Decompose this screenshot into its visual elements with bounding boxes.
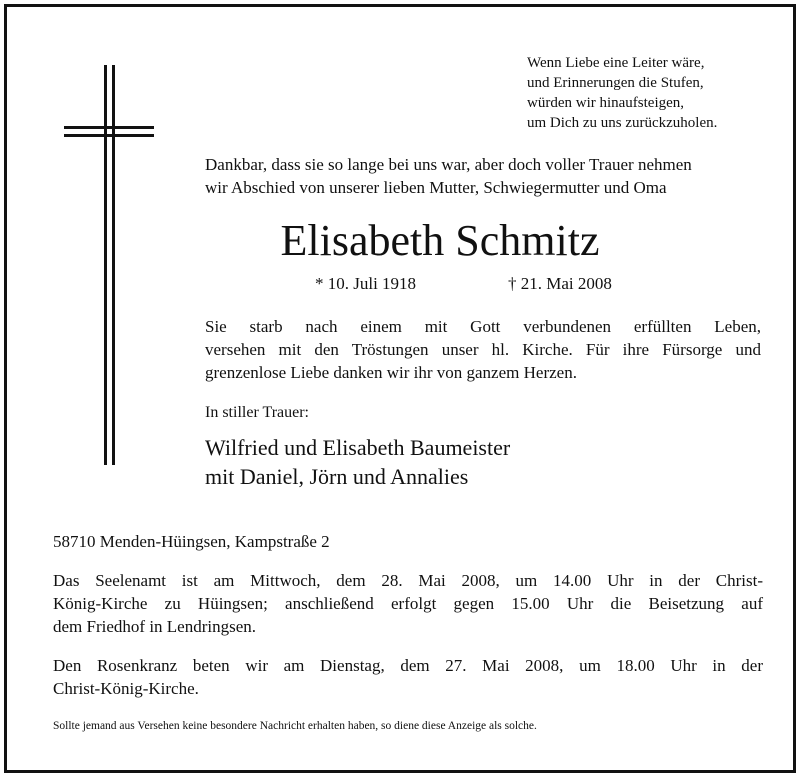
requiem-line: dem Friedhof in Lendringsen. [53, 617, 257, 636]
deceased-name: Elisabeth Schmitz [280, 216, 600, 265]
requiem-line: König-Kirche zu Hüingsen; anschließend erfolgt gegen 15.00 Uhr die Beisetzung auf [53, 594, 763, 613]
family-names [205, 433, 510, 491]
rosary-line: Christ-König-Kirche. [53, 679, 199, 698]
intro-line: Dankbar, dass sie so lange bei uns war, aber doch voller Trauer nehmen [205, 155, 692, 174]
poem-line: um Dich zu uns zurückzuholen. [527, 115, 718, 131]
death-date: † 21. Mai 2008 [508, 274, 612, 293]
address: 58710 Menden-Hüingsen, Kampstraße 2 [53, 532, 330, 551]
intro-line: wir Abschied von unserer lieben Mutter, Schwiegermutter und Oma [205, 178, 667, 197]
intro-text [205, 153, 765, 199]
footnote: Sollte jemand aus Versehen keine besondere Nachricht erhalten haben, so diene diese Anzeige als solche. [53, 720, 537, 732]
poem-line: würden wir hinaufsteigen, [527, 95, 685, 111]
tribute-line: Sie starb nach einem mit Gott verbundenen erfüllten Leben, [205, 317, 761, 336]
obituary-notice [4, 4, 796, 773]
rosary-info [53, 654, 763, 700]
poem-line: Wenn Liebe eine Leiter wäre, [527, 55, 705, 71]
cross-icon-bar [64, 126, 154, 137]
family-line: mit Daniel, Jörn und Annalies [205, 464, 469, 489]
birth-date: * 10. Juli 1918 [315, 274, 417, 293]
requiem-info [53, 569, 763, 638]
tribute-line: grenzenlose Liebe danken wir ihr von ganzem Herzen. [205, 363, 577, 382]
poem [527, 53, 787, 133]
rosary-line: Den Rosenkranz beten wir am Dienstag, dem 27. Mai 2008, um 18.00 Uhr in der [53, 656, 763, 675]
family-line: Wilfried und Elisabeth Baumeister [205, 435, 511, 460]
tribute-line: versehen mit den Tröstungen unser hl. Kirche. Für ihre Fürsorge und [205, 340, 761, 359]
tribute-text [205, 315, 761, 384]
mourning-label: In stiller Trauer: [205, 404, 309, 421]
requiem-line: Das Seelenamt ist am Mittwoch, dem 28. Mai 2008, um 14.00 Uhr in der Christ- [53, 571, 763, 590]
poem-line: und Erinnerungen die Stufen, [527, 75, 704, 91]
